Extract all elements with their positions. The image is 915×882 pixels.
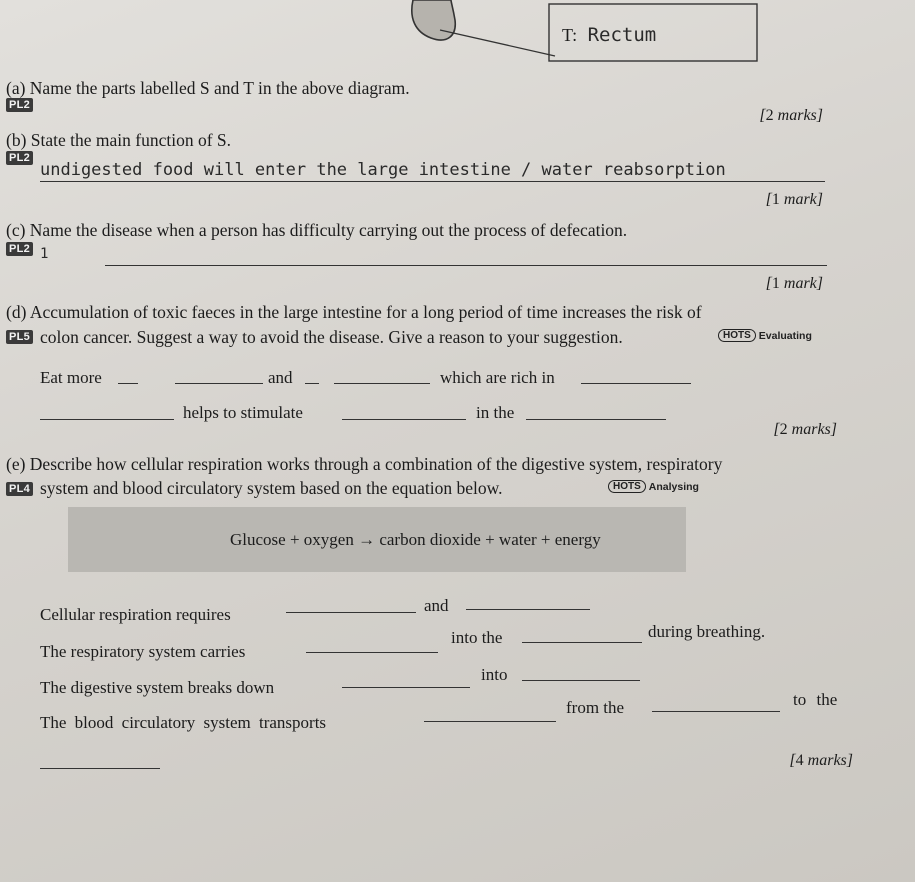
- fill-d1-text1: Eat more: [40, 368, 102, 387]
- fill-e4-text3: to the: [793, 690, 838, 709]
- answer-line-c[interactable]: [105, 265, 827, 266]
- blank-e1[interactable]: [286, 612, 416, 613]
- blank-e5[interactable]: [342, 687, 470, 688]
- fill-e2-text2: into the: [451, 628, 503, 647]
- marks-d: [2 marks]: [773, 421, 837, 438]
- question-a: (a) Name the parts labelled S and T in the above diagram.: [6, 78, 410, 98]
- blank-d5[interactable]: [581, 383, 691, 384]
- rectum-shape: [412, 0, 455, 40]
- pl-badge-b: PL2: [6, 151, 33, 165]
- fill-d2-text2: in the: [476, 403, 515, 422]
- hots-badge-d: HOTS: [718, 329, 756, 342]
- blank-d4[interactable]: [334, 383, 430, 384]
- marks-e: [4 marks]: [789, 752, 853, 769]
- pl-badge-d: PL5: [6, 330, 33, 344]
- blank-d8[interactable]: [526, 419, 666, 420]
- fill-e2-text3: during breathing.: [648, 622, 766, 641]
- fill-e1-text1: Cellular respiration requires: [40, 605, 231, 624]
- pl-badge-e: PL4: [6, 482, 33, 496]
- answer-line-b[interactable]: [40, 181, 825, 182]
- blank-e3[interactable]: [306, 652, 438, 653]
- question-e-line1: (e) Describe how cellular respiration works through a combination of the digestive system, respiratory: [6, 454, 723, 474]
- fill-e4-text1: The blood circulatory system transports: [40, 713, 327, 732]
- fill-d2-text1: helps to stimulate: [183, 403, 303, 422]
- hots-skill-e: Analysing: [648, 480, 699, 493]
- equation-text: Glucose + oxygen → carbon dioxide + water + energy: [230, 530, 601, 549]
- blank-e2[interactable]: [466, 609, 590, 610]
- blank-e9[interactable]: [40, 768, 160, 769]
- blank-d1[interactable]: [118, 383, 138, 384]
- label-t: [562, 24, 656, 46]
- fill-d1-text3: which are rich in: [440, 368, 555, 387]
- pl-badge-a: PL2: [6, 98, 33, 112]
- fill-e4-text2: from the: [566, 698, 625, 717]
- hots-skill-d: Evaluating: [758, 329, 812, 342]
- blank-e6[interactable]: [522, 680, 640, 681]
- hots-tag-e: [608, 480, 699, 493]
- fill-e1-text2: and: [424, 596, 449, 615]
- question-c: (c) Name the disease when a person has difficulty carrying out the process of defecation.: [6, 220, 628, 240]
- question-b: (b) State the main function of S.: [6, 130, 232, 150]
- blank-d7[interactable]: [342, 419, 466, 420]
- hots-tag-d: [718, 329, 812, 342]
- marks-b: [1 mark]: [765, 191, 823, 208]
- blank-e8[interactable]: [652, 711, 780, 712]
- blank-d3[interactable]: [305, 383, 319, 384]
- label-t-answer: Rectum: [587, 24, 657, 46]
- pl-badge-c: PL2: [6, 242, 33, 256]
- blank-e7[interactable]: [424, 721, 556, 722]
- hots-badge-e: HOTS: [608, 480, 646, 493]
- marks-a: [2 marks]: [759, 107, 823, 124]
- blank-d6[interactable]: [40, 419, 174, 420]
- question-e-line2: system and blood circulatory system based on the equation below.: [40, 478, 503, 498]
- fill-e3-text2: into: [481, 665, 508, 684]
- fill-e2-text1: The respiratory system carries: [40, 642, 246, 661]
- blank-e4[interactable]: [522, 642, 642, 643]
- answer-c: 1: [40, 246, 49, 262]
- blank-d2[interactable]: [175, 383, 263, 384]
- marks-c: [1 mark]: [765, 275, 823, 292]
- question-d-line2: colon cancer. Suggest a way to avoid the disease. Give a reason to your suggestion.: [40, 327, 623, 347]
- label-t-letter: T:: [562, 25, 578, 45]
- answer-b: undigested food will enter the large intestine / water reabsorption: [40, 160, 726, 180]
- fill-e3-text1: The digestive system breaks down: [40, 678, 275, 697]
- fill-d1-text2: and: [268, 368, 293, 387]
- question-d-line1: (d) Accumulation of toxic faeces in the large intestine for a long period of time increases the risk of: [6, 302, 702, 322]
- rectum-pointer-line: [440, 30, 555, 56]
